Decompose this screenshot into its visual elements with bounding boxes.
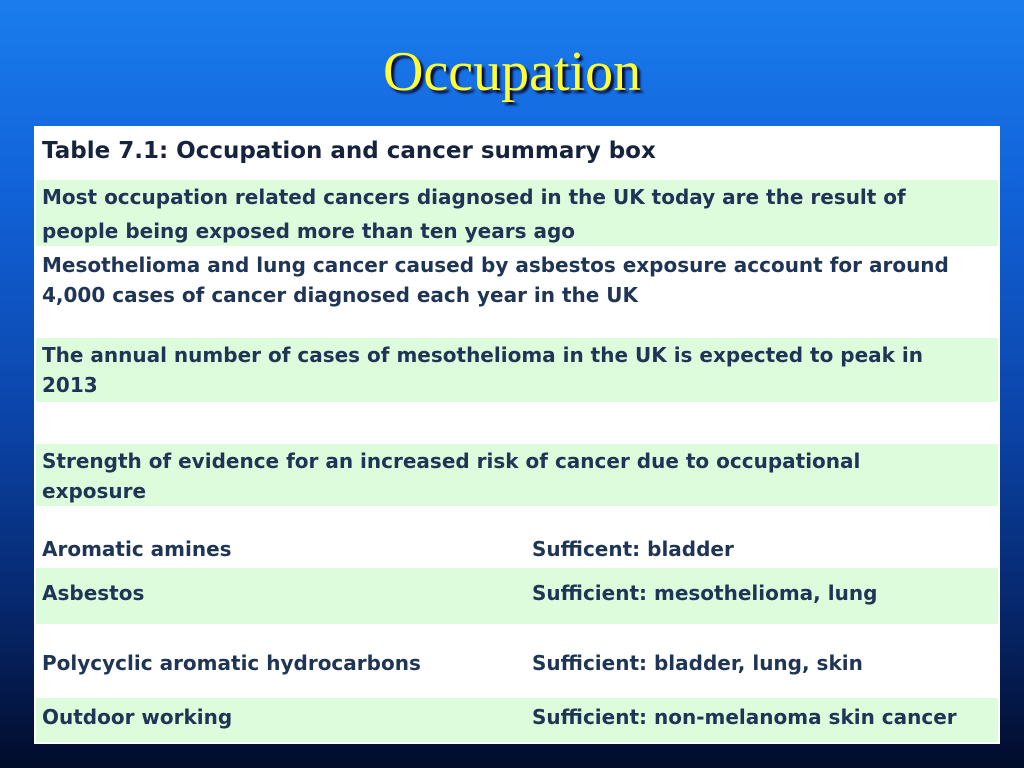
fact-text: Most occupation related cancers diagnosed in the UK today are the result of people being exposed more than ten years ago (42, 185, 906, 243)
agent-cell: Polycyclic aromatic hydrocarbons (42, 651, 421, 675)
evidence-cell: Sufficient: mesothelioma, lung (532, 581, 878, 605)
summary-table (34, 126, 1000, 744)
fact-text: The annual number of cases of mesothelioma in the UK is expected to peak in 2013 (42, 343, 924, 397)
evidence-heading: Strength of evidence for an increased risk of cancer due to occupational exposure (42, 449, 861, 503)
agent-cell: Asbestos (42, 581, 145, 605)
agent-cell: Outdoor working (42, 705, 233, 729)
table-caption-row (36, 128, 998, 180)
fact-row (36, 180, 998, 246)
evidence-cell: Sufficent: bladder (532, 537, 734, 561)
table-caption: Table 7.1: Occupation and cancer summary box (42, 138, 656, 164)
fact-row (36, 246, 998, 338)
fact-row (36, 338, 998, 402)
table-row (36, 698, 998, 742)
agent-cell: Aromatic amines (42, 537, 232, 561)
table-row (36, 506, 998, 568)
table-row (36, 624, 998, 698)
evidence-cell: Sufficient: bladder, lung, skin (532, 651, 863, 675)
fact-text: Mesothelioma and lung cancer caused by asbestos exposure account for around 4,000 cases of cancer diagnosed each year in the UK (42, 253, 949, 307)
slide-title: Occupation (382, 41, 642, 103)
table-row (36, 568, 998, 624)
spacer-row (36, 402, 998, 444)
evidence-heading-row (36, 444, 998, 506)
evidence-cell: Sufficient: non-melanoma skin cancer (532, 705, 957, 729)
